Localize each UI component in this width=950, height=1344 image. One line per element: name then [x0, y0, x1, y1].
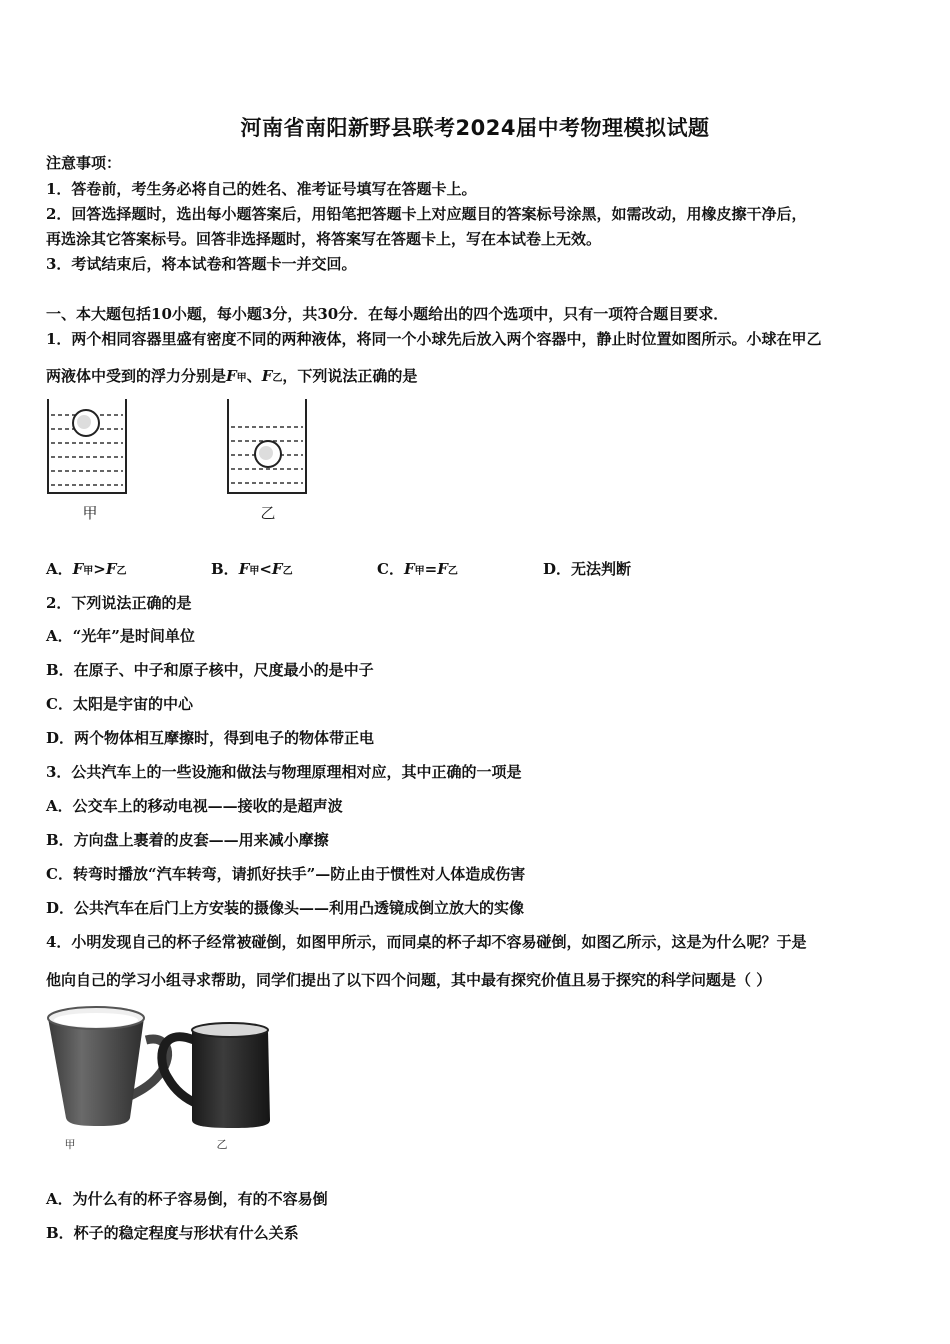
- q2-option-b[interactable]: B．在原子、中子和原子核中，尺度最小的是中子: [46, 661, 374, 679]
- notice-item-2: 2．回答选择题时，选出每小题答案后，用铅笔把答题卡上对应题目的答案标号涂黑，如需改动，用橡皮擦干净后，: [46, 205, 807, 223]
- subscript-yi: 乙: [272, 373, 283, 384]
- q4-stem-line1: 4．小明发现自己的杯子经常被碰倒，如图甲所示，而同桌的杯子却不容易碰倒，如图乙所示，这是为什么呢？于是: [46, 933, 807, 951]
- q4-cups-figure: [42, 1000, 282, 1155]
- force-symbol: F: [261, 367, 273, 385]
- q3-option-a[interactable]: A．公交车上的移动电视——接收的是超声波: [46, 797, 343, 815]
- q1-option-c[interactable]: C．F甲=F乙: [377, 560, 458, 578]
- q2-option-a[interactable]: A．“光年”是时间单位: [46, 627, 195, 645]
- section-1-instructions: 一、本大题包括10小题，每小题3分，共30分．在每小题给出的四个选项中，只有一项符合题目要求．: [46, 305, 729, 323]
- force-symbol: F: [226, 367, 237, 385]
- q2-stem: 2．下列说法正确的是: [46, 594, 192, 612]
- page-title: 河南省南阳新野县联考2024届中考物理模拟试题: [240, 116, 710, 140]
- q1-stem-suffix: ，下列说法正确的是: [282, 367, 418, 385]
- q1-option-b[interactable]: B．F甲<F乙: [211, 560, 293, 578]
- q2-option-d[interactable]: D．两个物体相互摩擦时，得到电子的物体带正电: [46, 729, 375, 747]
- q1-container-figure: [40, 395, 330, 530]
- figure-label-yi: 乙: [216, 1138, 228, 1151]
- q4-option-a[interactable]: A．为什么有的杯子容易倒，有的不容易倒: [46, 1190, 328, 1208]
- q1-option-d[interactable]: D．无法判断: [543, 560, 632, 578]
- subscript-jia: 甲: [236, 373, 247, 384]
- separator: 、: [246, 367, 262, 385]
- figure-label-jia: 甲: [82, 504, 98, 522]
- q1-stem-prefix: 两液体中受到的浮力分别是: [46, 367, 227, 385]
- container-yi: [228, 399, 306, 493]
- notice-item-3: 3．考试结束后，将本试卷和答题卡一并交回。: [46, 255, 357, 273]
- q2-option-c[interactable]: C．太阳是宇宙的中心: [46, 695, 193, 713]
- notice-item-1: 1．答卷前，考生务必将自己的姓名、准考证号填写在答题卡上。: [46, 180, 477, 198]
- cup-jia-icon: [48, 1007, 168, 1126]
- q3-stem: 3．公共汽车上的一些设施和做法与物理原理相对应，其中正确的一项是: [46, 763, 522, 781]
- cup-yi-icon: [162, 1023, 270, 1128]
- q1-option-a[interactable]: A．F甲>F乙: [46, 560, 127, 578]
- figure-label-jia: 甲: [64, 1138, 76, 1151]
- q3-option-d[interactable]: D．公共汽车在后门上方安装的摄像头——利用凸透镜成倒立放大的实像: [46, 899, 525, 917]
- container-jia: [48, 399, 126, 493]
- q4-stem-line2: 他向自己的学习小组寻求帮助，同学们提出了以下四个问题，其中最有探究价值且易于探究的科学问题是（ ）: [46, 971, 772, 989]
- q4-option-b[interactable]: B．杯子的稳定程度与形状有什么关系: [46, 1224, 299, 1242]
- q3-option-c[interactable]: C．转弯时播放“汽车转弯，请抓好扶手”—防止由于惯性对人体造成伤害: [46, 865, 526, 883]
- q3-option-b[interactable]: B．方向盘上裹着的皮套——用来减小摩擦: [46, 831, 329, 849]
- notice-heading: 注意事项：: [46, 154, 122, 172]
- figure-label-yi: 乙: [260, 504, 276, 522]
- q1-stem-line2: [46, 365, 417, 386]
- notice-item-2-cont: 再选涂其它答案标号。回答非选择题时，将答案写在答题卡上，写在本试卷上无效。: [46, 230, 602, 248]
- q1-stem-line1: 1．两个相同容器里盛有密度不同的两种液体，将同一个小球先后放入两个容器中，静止时位置如图所示。小球在甲乙: [46, 330, 822, 348]
